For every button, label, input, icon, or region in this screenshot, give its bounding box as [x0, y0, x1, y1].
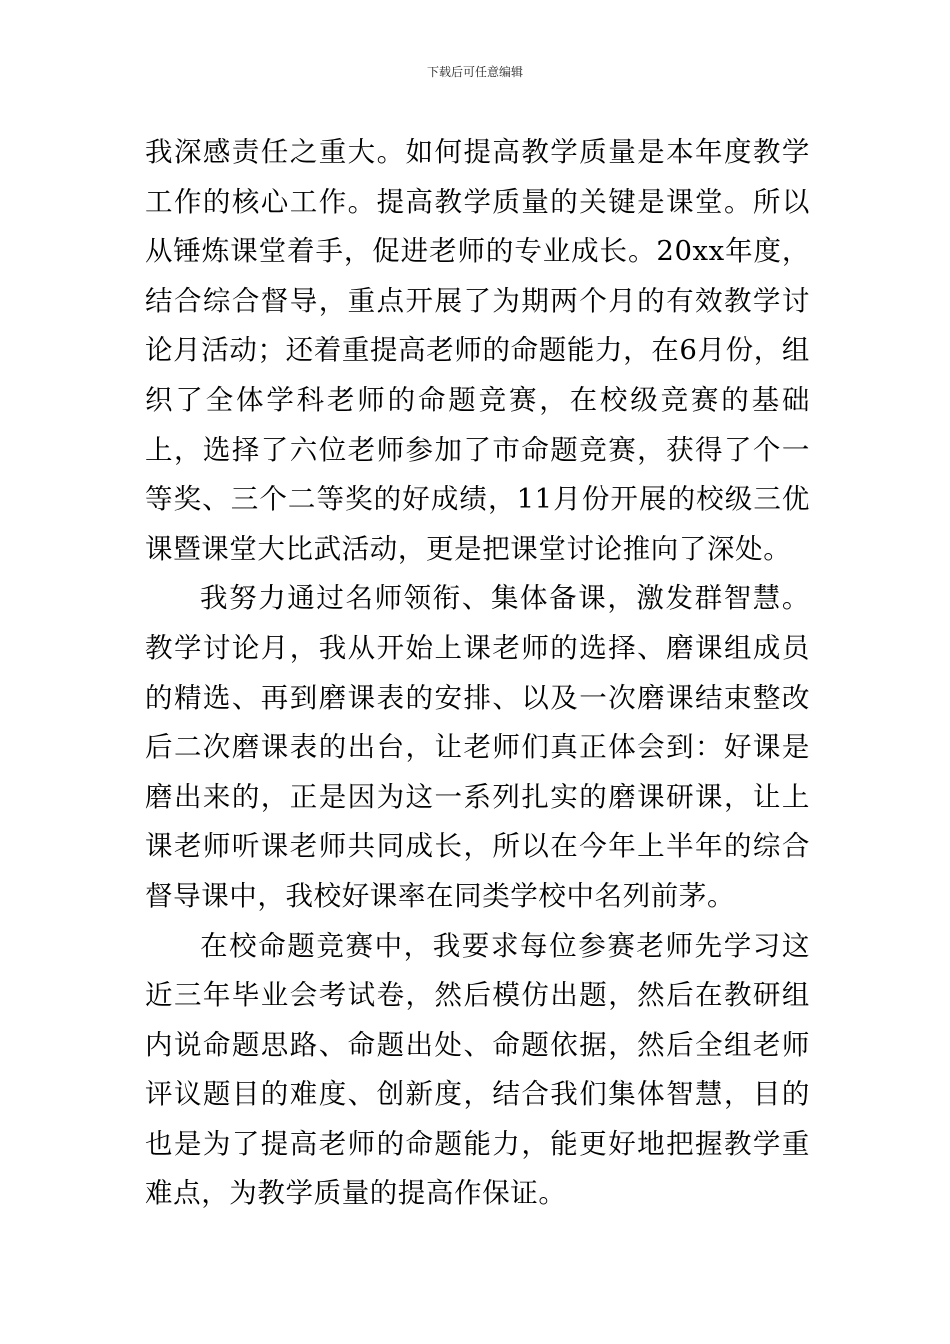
paragraph: 在校命题竞赛中，我要求每位参赛老师先学习这近三年毕业会考试卷，然后模仿出题，然后在教研组内说命题思路、命题出处、命题依据，然后全组老师评议题目的难度、创新度，结合我们集体智慧，目的也是为了提高老师的命题能力，能更好地把握教学重难点，为教学质量的提高作保证。 [145, 929, 810, 1210]
document-body [145, 128, 810, 1219]
paragraph: 我深感责任之重大。如何提高教学质量是本年度教学工作的核心工作。提高教学质量的关键是课堂。所以从锤炼课堂着手，促进老师的专业成长。20xx年度，结合综合督导，重点开展了为期两个月的有效教学讨论月活动；还着重提高老师的命题能力，在6月份，组织了全体学科老师的命题竞赛，在校级竞赛的基础上，选择了六位老师参加了市命题竞赛，获得了个一等奖、三个二等奖的好成绩，11月份开展的校级三优课暨课堂大比武活动，更是把课堂讨论推向了深处。 [145, 136, 810, 565]
page-header: 下载后可任意编辑 [426, 65, 523, 79]
paragraph: 我努力通过名师领衔、集体备课，激发群智慧。教学讨论月，我从开始上课老师的选择、磨课组成员的精选、再到磨课表的安排、以及一次磨课结束整改后二次磨课表的出台，让老师们真正体会到：好课是磨出来的，正是因为这一系列扎实的磨课研课，让上课老师听课老师共同成长，所以在今年上半年的综合督导课中，我校好课率在同类学校中名列前茅。 [145, 582, 810, 912]
